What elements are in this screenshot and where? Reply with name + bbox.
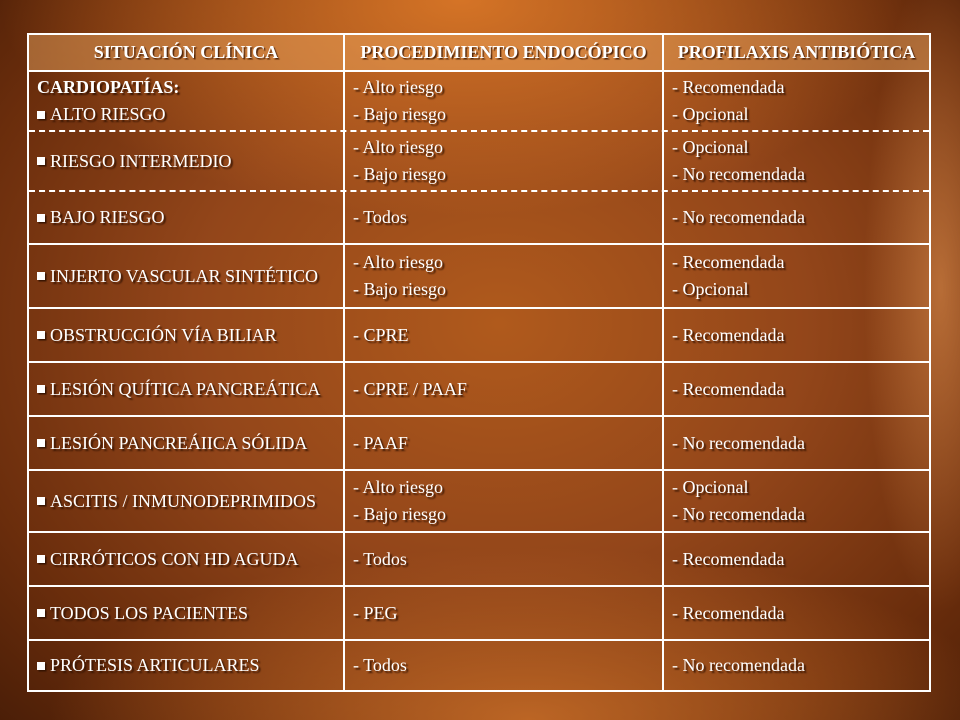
cell-profilaxis [662, 309, 929, 361]
cell-procedimiento [343, 587, 662, 639]
profilaxis-line: - Recomendada [672, 378, 785, 399]
situacion-item [37, 652, 343, 679]
situacion-label: LESIÓN QUÍTICA PANCREÁTICA [50, 378, 321, 399]
procedimiento-line: - Alto riesgo [353, 137, 443, 157]
header-label: PROCEDIMIENTO ENDOCÓPICO [360, 42, 647, 62]
procedimiento-line: - CPRE [353, 324, 409, 345]
cell-situacion-clinica [29, 309, 343, 361]
situacion-label: LESIÓN PANCREÁIICA SÓLIDA [50, 432, 308, 453]
profilaxis-line: - Opcional [672, 477, 749, 497]
situacion-label: TODOS LOS PACIENTES [50, 602, 249, 623]
table-row [29, 130, 929, 190]
situacion-item [37, 430, 343, 457]
cell-situacion-clinica [29, 471, 343, 531]
cell-profilaxis [662, 587, 929, 639]
square-bullet-icon [37, 385, 45, 393]
cell-profilaxis [662, 192, 929, 243]
square-bullet-icon [37, 555, 45, 563]
procedimiento-line: - CPRE / PAAF [353, 378, 467, 399]
procedimiento-line: - Bajo riesgo [353, 164, 446, 184]
procedimiento-line: - Alto riesgo [353, 252, 443, 272]
situacion-label: PRÓTESIS ARTICULARES [50, 655, 260, 675]
cell-profilaxis [662, 132, 929, 190]
situacion-item [37, 101, 343, 128]
situacion-item [37, 546, 343, 573]
profilaxis-line: - Recomendada [672, 77, 785, 97]
cell-situacion-clinica [29, 587, 343, 639]
situacion-item [37, 376, 343, 403]
header-profilaxis [662, 35, 929, 70]
procedimiento-line: - Todos [353, 548, 407, 569]
cell-procedimiento [343, 471, 662, 531]
situacion-label: ALTO RIESGO [50, 104, 166, 124]
header-procedimiento [343, 35, 662, 70]
cell-situacion-clinica [29, 132, 343, 190]
cell-procedimiento [343, 245, 662, 307]
cell-procedimiento [343, 192, 662, 243]
cell-procedimiento [343, 132, 662, 190]
table-row [29, 415, 929, 469]
cell-situacion-clinica [29, 363, 343, 415]
square-bullet-icon [37, 272, 45, 280]
procedimiento-line: - Bajo riesgo [353, 104, 446, 124]
procedimiento-line: - PEG [353, 602, 398, 623]
table-row [29, 639, 929, 690]
profilaxis-line: - No recomendada [672, 164, 805, 184]
cell-procedimiento [343, 309, 662, 361]
cell-situacion-clinica [29, 641, 343, 690]
cell-situacion-clinica [29, 533, 343, 585]
cell-profilaxis [662, 363, 929, 415]
header-label: SITUACIÓN CLÍNICA [93, 42, 279, 62]
header-label: PROFILAXIS ANTIBIÓTICA [677, 42, 916, 62]
cell-profilaxis [662, 245, 929, 307]
square-bullet-icon [37, 439, 45, 447]
profilaxis-line: - Opcional [672, 104, 749, 124]
situacion-item [37, 148, 343, 175]
table-row [29, 243, 929, 307]
cell-profilaxis [662, 72, 929, 130]
profilaxis-line: - No recomendada [672, 432, 805, 453]
procedimiento-line: - Todos [353, 655, 407, 675]
cell-procedimiento [343, 533, 662, 585]
table-header-row [29, 35, 929, 70]
situacion-item [37, 263, 343, 290]
procedimiento-line: - Alto riesgo [353, 77, 443, 97]
square-bullet-icon [37, 662, 45, 670]
table-row [29, 469, 929, 531]
header-situacion-clinica [29, 35, 343, 70]
procedimiento-line: - PAAF [353, 432, 408, 453]
square-bullet-icon [37, 111, 45, 119]
procedimiento-line: - Alto riesgo [353, 477, 443, 497]
square-bullet-icon [37, 331, 45, 339]
situacion-label: ASCITIS / INMUNODEPRIMIDOS [50, 490, 317, 511]
profilaxis-table [27, 33, 931, 692]
table-row [29, 190, 929, 243]
cell-situacion-clinica [29, 72, 343, 130]
table-row [29, 307, 929, 361]
cell-procedimiento [343, 363, 662, 415]
situacion-item [37, 322, 343, 349]
square-bullet-icon [37, 157, 45, 165]
cell-profilaxis [662, 417, 929, 469]
situacion-label: CIRRÓTICOS CON HD AGUDA [50, 548, 299, 569]
cell-situacion-clinica [29, 245, 343, 307]
procedimiento-line: - Todos [353, 207, 407, 227]
situacion-item [37, 204, 343, 231]
cell-situacion-clinica [29, 192, 343, 243]
procedimiento-line: - Bajo riesgo [353, 504, 446, 524]
profilaxis-line: - Recomendada [672, 324, 785, 345]
situacion-label: RIESGO INTERMEDIO [50, 150, 232, 171]
table-row [29, 585, 929, 639]
cell-procedimiento [343, 72, 662, 130]
situacion-label: INJERTO VASCULAR SINTÉTICO [50, 265, 318, 286]
cell-profilaxis [662, 533, 929, 585]
profilaxis-line: - No recomendada [672, 207, 805, 227]
table-row [29, 531, 929, 585]
profilaxis-line: - Recomendada [672, 548, 785, 569]
group-title-cardiopatias: CARDIOPATÍAS: [37, 77, 180, 97]
square-bullet-icon [37, 497, 45, 505]
procedimiento-line: - Bajo riesgo [353, 279, 446, 299]
profilaxis-line: - Recomendada [672, 602, 785, 623]
cell-profilaxis [662, 471, 929, 531]
profilaxis-line: - No recomendada [672, 655, 805, 675]
table-row [29, 361, 929, 415]
profilaxis-line: - Opcional [672, 279, 749, 299]
cell-procedimiento [343, 641, 662, 690]
profilaxis-line: - Opcional [672, 137, 749, 157]
situacion-item [37, 488, 343, 515]
cell-situacion-clinica [29, 417, 343, 469]
situacion-label: BAJO RIESGO [50, 207, 165, 227]
profilaxis-line: - No recomendada [672, 504, 805, 524]
situacion-label: OBSTRUCCIÓN VÍA BILIAR [50, 324, 277, 345]
profilaxis-line: - Recomendada [672, 252, 785, 272]
cell-profilaxis [662, 641, 929, 690]
cell-procedimiento [343, 417, 662, 469]
square-bullet-icon [37, 609, 45, 617]
situacion-item [37, 600, 343, 627]
square-bullet-icon [37, 214, 45, 222]
table-row [29, 70, 929, 130]
